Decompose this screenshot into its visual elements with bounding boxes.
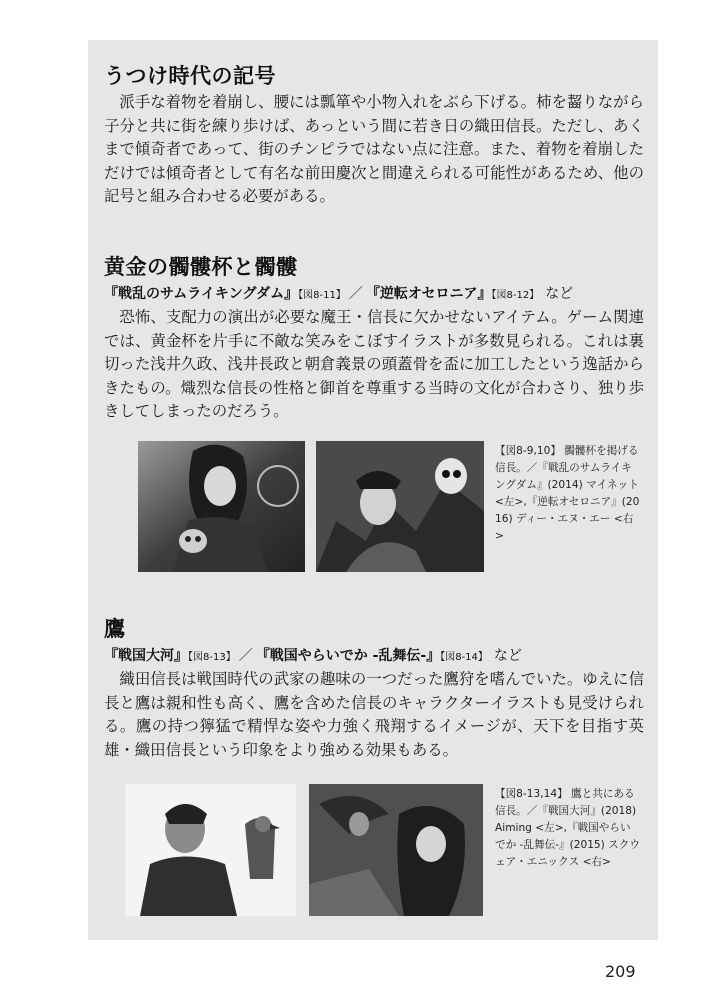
illustration-fig-8-9 (138, 441, 305, 572)
section-body-dokuro: 恐怖、支配力の演出が必要な魔王・信長に欠かせないアイテム。ゲーム関連では、黄金杯を片手に不敵な笑みをこぼすイラストが多数見られる。これは裏切った浅井久政、浅井長政と朝倉義景の頭蓋骨を盃に加工したという逸話からきたもの。熾烈な信長の性格と御首を尊重する当時の文化が合わさり、独り歩きしてしまったのだろう。 (104, 308, 644, 421)
work-title: 『逆転オセロニア』 (365, 286, 492, 302)
section-body-utsuke: 派手な着物を着崩し、腰には瓢箪や小物入れをぶら下げる。柿を齧りながら子分と共に街を練り歩けば、あっという間に若き日の織田信長。ただし、あくまで傾奇者であって、街のチンピラではない点に注意。また、着物を着崩しただけでは傾奇者として有名な前田慶次と間違えられる可能性があるため、他の記号と組み合わせる必要がある。 (104, 93, 644, 206)
figure-ref: 【図8-11】 (298, 290, 346, 301)
separator: ／ (348, 286, 363, 302)
etc-label: など (545, 286, 574, 302)
etc-label: など (493, 648, 522, 664)
section-title-dokuro: 黄金の髑髏杯と髑髏 (104, 255, 298, 279)
section-body-taka: 織田信長は戦国時代の武家の趣味の一つだった鷹狩を嗜んでいた。ゆえに信長と鷹は親和性も高く、鷹を含めた信長のキャラクターイラストも見受けられる。鷹の持つ獰猛で精悍な姿や力強く飛翔するイメージが、天下を目指す英雄・織田信長という印象をより強める効果もある。 (104, 670, 644, 759)
separator: ／ (238, 648, 253, 664)
illustration-fig-8-14 (309, 784, 483, 916)
section-title-taka: 鷹 (104, 617, 126, 641)
figure-ref: 【図8-13】 (188, 652, 236, 663)
page-number: 209 (605, 962, 636, 981)
work-title: 『戦国やらいでか -乱舞伝-』 (255, 648, 441, 664)
figure-caption-8-9-10: 【図8-9,10】 髑髏杯を掲げる信長。／『戦乱のサムライキングダム』(2014) マイネット <左>,『逆転オセロニア』(2016) ディー・エヌ・エー <右> (495, 445, 640, 542)
work-title: 『戦国大河』 (104, 648, 188, 664)
figure-ref: 【図8-12】 (491, 290, 540, 301)
figure-ref: 【図8-14】 (440, 652, 488, 663)
work-title: 『戦乱のサムライキングダム』 (104, 286, 299, 302)
illustration-fig-8-13 (125, 784, 296, 916)
works-line-taka (104, 645, 522, 665)
works-line-dokuro (104, 283, 573, 303)
figure-caption-8-13-14: 【図8-13,14】 鷹と共にある信長。／『戦国大河』(2018) Aiming <左>,『戦国やらいでか -乱舞伝-』(2015) スクウェア・エニックス <右> (495, 788, 640, 868)
section-title-utsuke: うつけ時代の記号 (104, 64, 276, 88)
illustration-fig-8-10 (316, 441, 484, 572)
